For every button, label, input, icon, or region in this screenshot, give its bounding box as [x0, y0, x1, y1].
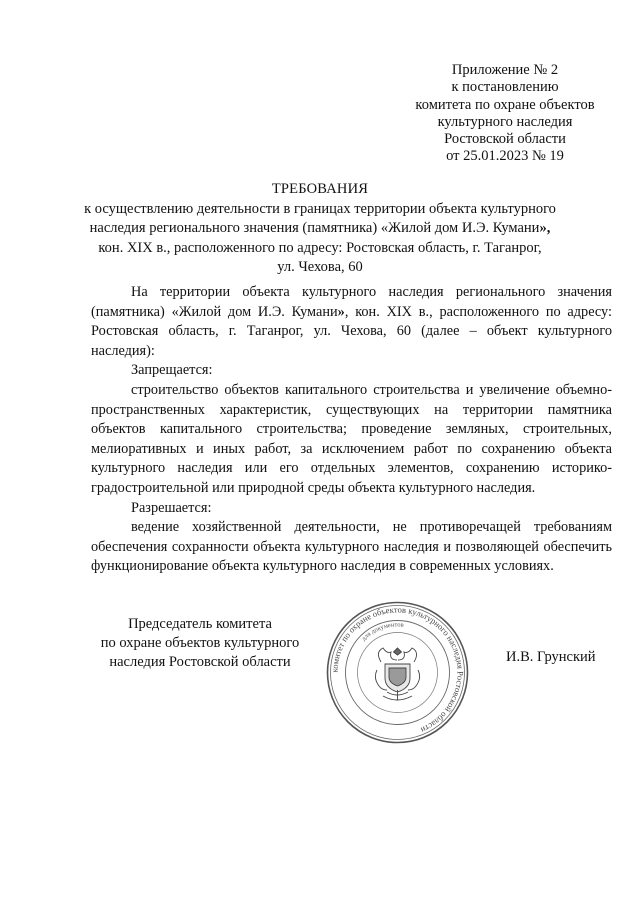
appendix-line: Ростовской области: [444, 131, 566, 148]
bold-quote: »: [337, 303, 345, 320]
coat-of-arms-emblem: [375, 648, 419, 700]
title-heading: ТРЕБОВАНИЯ: [271, 181, 369, 197]
appendix-line: комитета по охране объектов: [415, 96, 595, 113]
title-text: наследия регионального значения (памятника) «Жилой дом И.Э. Кумани: [89, 220, 540, 237]
appendix-header: [395, 62, 615, 166]
signer-title-line: по охране объектов культурного: [100, 635, 300, 651]
title-line: ул. Чехова, 60: [277, 259, 363, 276]
official-seal: [325, 600, 470, 745]
document-title: [70, 180, 570, 278]
paragraph-text: На территории объекта культурного наследия регионального значения (памятника) «Жилой дом И.Э. Кумани: [91, 284, 612, 320]
appendix-line: Приложение № 2: [451, 62, 559, 78]
seal-inner-text-path: для документов: [360, 621, 404, 643]
body-paragraph: Запрещается:: [131, 362, 213, 379]
seal-outer-text-path: комитет по охране объектов культурного наследия Ростовской области: [329, 604, 466, 736]
body-paragraph: ведение хозяйственной деятельности, не противоречащей требованиям обеспечения сохранности объекта культурного наследия и позволяющей обеспечить функционирование объекта культурного наследия в современных условиях.: [91, 519, 612, 575]
body-paragraph: Разрешается:: [131, 499, 212, 516]
title-line: [70, 219, 570, 239]
title-line: к осуществлению деятельности в границах территории объекта культурного: [84, 200, 556, 217]
document-body: [91, 283, 612, 577]
paragraph-text: , кон. XIX в., расположенного по адресу: Ростовская область, г. Таганрог, ул. Чехова, 60 (далее – объект культурного наследия):: [91, 303, 612, 359]
signature-block: [85, 615, 315, 672]
signer-name: И.В. Грунский: [506, 649, 596, 665]
signer-title-line: Председатель комитета: [128, 616, 272, 632]
signer-title-line: наследия Ростовской области: [109, 654, 291, 670]
appendix-line: к постановлению: [451, 79, 559, 96]
body-paragraph: [91, 283, 612, 361]
seal-inner-text: [360, 621, 404, 642]
body-paragraph: строительство объектов капитального строительства и увеличение объемно-пространственных характеристик, существующих на территории памятника объектов капитального строительства; проведение земляных, строительных, мелиоративных и иных работ, за исключением работ по сохранению объекта культурного наследия или его отдельных элементов, сохранению историко-градостроительной или природной среды объекта культурного наследия.: [91, 381, 612, 496]
title-bold-quote: »,: [539, 220, 551, 237]
appendix-line: культурного наследия: [437, 113, 573, 130]
appendix-line: от 25.01.2023 № 19: [446, 148, 564, 165]
title-line: кон. XIX в., расположенного по адресу: Ростовская область, г. Таганрог,: [98, 239, 542, 256]
